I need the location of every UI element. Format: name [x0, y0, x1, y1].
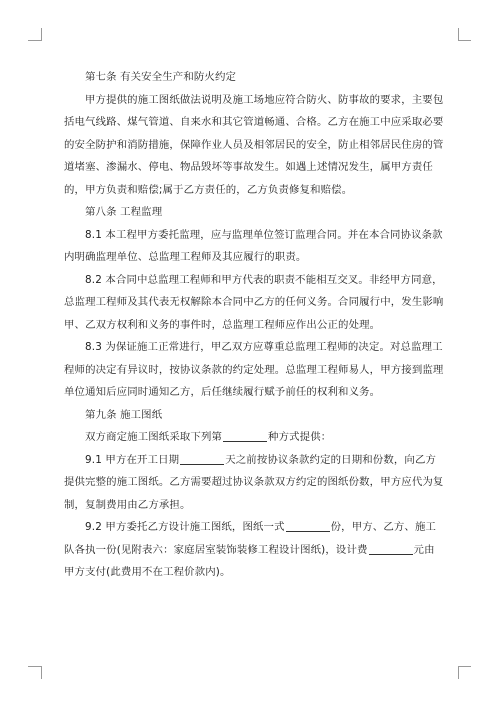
crop-mark-top-right-v: [458, 28, 459, 41]
design-fee-blank[interactable]: [369, 542, 413, 555]
drawing-copies-blank[interactable]: [286, 519, 330, 532]
clause-9-1: [64, 449, 444, 517]
article-9-intro: [64, 426, 444, 449]
article-7-paragraph: 甲方提供的施工图纸做法说明及施工场地应符合防火、防事故的要求，主要包括电气线路、煤气管道、自来水和其它管道畅通、合格。乙方在施工中应采取必要的安全防护和消防措施，保障作业人员及相邻居民的安全，防止相邻居民住房的管道堵塞、渗漏水、停电、物品毁坏等事故发生。如遇上述情况发生，属甲方责任的，甲方负责和赔偿;属于乙方责任的，乙方负责修复和赔偿。: [64, 93, 444, 196]
clause-8-3: 8.3 为保证施工正常进行，甲乙双方应尊重总监理工程师的决定。对总监理工程师的决定有异议时，按协议条款的约定处理。总监理工程师易人，甲方接到监理单位通知后应同时通知乙方，后任继续履行赋予前任的权利和义务。: [64, 341, 444, 398]
article-7-heading: 第七条 有关安全生产和防火约定: [85, 71, 237, 83]
clause-9-2-text-a: 9.2 甲方委托乙方设计施工图纸，图纸一式: [85, 521, 285, 533]
clause-9-1-text-after: 天之前按协议条款约定的日期和份数，向乙方提供完整的施工图纸。乙方需要超过协议条款双方约定的图纸份数，甲方应代为复制，复制费用由乙方承担。: [64, 453, 444, 511]
article-9-heading: 第九条 施工图纸: [85, 408, 163, 421]
crop-mark-top-left-v: [41, 28, 42, 41]
crop-mark-top-left-h: [28, 40, 41, 41]
method-number-blank[interactable]: [223, 429, 267, 442]
clause-9-2-text-b: 份，甲方、乙方、施工队各执一份(见附表六：家庭居室装饰装修工程设计图纸)，设计费: [64, 521, 437, 556]
crop-mark-bottom-left-h: [28, 666, 41, 667]
clause-9-1-text-before: 9.1 甲方在开工日期: [85, 453, 180, 466]
crop-mark-bottom-right-v: [458, 666, 459, 679]
days-before-start-blank[interactable]: [180, 452, 224, 465]
clause-8-1: 8.1 本工程甲方委托监理，应与监理单位签订监理合同。并在本合同协议条款内明确监理单位、总监理工程师及其应履行的职责。: [64, 228, 443, 263]
crop-mark-bottom-left-v: [41, 666, 42, 679]
article-9-intro-text-after: 种方式提供：: [268, 431, 332, 443]
crop-mark-bottom-right-h: [458, 666, 471, 667]
clause-9-2-text-c: 元由甲方支付(此费用不在工程价款内)。: [64, 543, 435, 578]
crop-mark-top-right-h: [458, 40, 471, 41]
article-8-heading: 第八条 工程监理: [85, 206, 163, 218]
clause-8-2: 8.2 本合同中总监理工程师和甲方代表的职责不能相互交叉。非经甲方同意，总监理工程师及其代表无权解除本合同中乙方的任何义务。合同履行中，发生影响甲、乙双方权利和义务的事件时，总监理工程师应作出公正的处理。: [64, 273, 444, 331]
clause-9-2: [64, 516, 444, 584]
document-body: [64, 66, 444, 584]
article-9-intro-text-before: 双方商定施工图纸采取下列第: [85, 431, 223, 443]
